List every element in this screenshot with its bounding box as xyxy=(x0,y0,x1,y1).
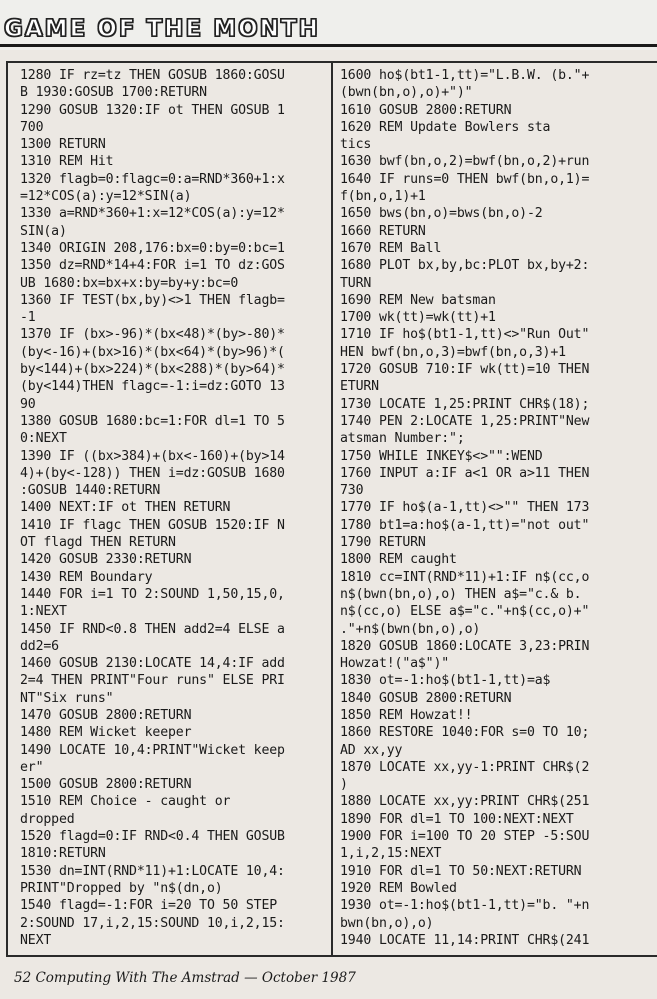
code-line: 700 xyxy=(20,119,44,135)
listing-column-right xyxy=(340,67,657,951)
code-line: Howzat!("a$")" xyxy=(340,656,450,672)
code-line xyxy=(20,949,332,951)
code-line: 1630 bwf(bn,o,2)=bwf(bn,o,2)+run xyxy=(340,154,590,170)
code-line: 1400 NEXT:IF ot THEN RETURN xyxy=(20,500,231,516)
code-line: 1480 REM Wicket keeper xyxy=(20,725,192,741)
code-line xyxy=(340,949,657,951)
code-line: 1920 REM Bowled xyxy=(340,880,457,896)
code-line: 1650 bws(bn,o)=bws(bn,o)-2 xyxy=(340,206,543,222)
code-line: 1280 IF rz=tz THEN GOSUB 1860:GOSU xyxy=(20,68,285,83)
code-line: 1740 PEN 2:LOCATE 1,25:PRINT"New xyxy=(340,413,590,429)
code-line: 4)+(by<-128)) THEN i=dz:GOSUB 1680 xyxy=(20,465,285,481)
code-line: 1910 FOR dl=1 TO 50:NEXT:RETURN xyxy=(340,863,582,879)
code-line: 2:SOUND 17,i,2,15:SOUND 10,i,2,15: xyxy=(20,915,285,931)
code-line: ) xyxy=(340,777,348,793)
code-line: 1930 ot=-1:ho$(bt1-1,tt)="b. "+n xyxy=(340,898,590,914)
code-line: PRINT"Dropped by "n$(dn,o) xyxy=(20,880,223,896)
code-line: OT flagd THEN RETURN xyxy=(20,535,176,551)
code-line: 0:NEXT xyxy=(20,431,67,447)
listing-column-left xyxy=(20,67,332,951)
code-line: 1660 RETURN xyxy=(340,223,426,239)
code-line: 1500 GOSUB 2800:RETURN xyxy=(20,777,192,793)
code-line: B 1930:GOSUB 1700:RETURN xyxy=(20,85,207,101)
code-line: 1330 a=RND*360+1:x=12*COS(a):y=12* xyxy=(20,206,285,222)
code-line: 1860 RESTORE 1040:FOR s=0 TO 10; xyxy=(340,725,590,741)
page-footer: 52 Computing With The Amstrad — October 1987 xyxy=(14,970,356,986)
code-line: 1810 cc=INT(RND*11)+1:IF n$(cc,o xyxy=(340,569,590,585)
code-line: er" xyxy=(20,759,44,775)
header-rule xyxy=(0,44,657,47)
code-line: by<144)+(bx>224)*(bx<288)*(by>64)* xyxy=(20,362,285,378)
code-line: 90 xyxy=(20,396,36,412)
code-line: 1760 INPUT a:IF a<1 OR a>11 THEN xyxy=(340,465,590,481)
code-line: dd2=6 xyxy=(20,638,59,654)
code-line: 1690 REM New batsman xyxy=(340,292,496,308)
code-line: 1870 LOCATE xx,yy-1:PRINT CHR$(2 xyxy=(340,759,590,775)
code-line: 1680 PLOT bx,by,bc:PLOT bx,by+2: xyxy=(340,258,590,274)
code-line: 1340 ORIGIN 208,176:bx=0:by=0:bc=1 xyxy=(20,240,285,256)
code-line: 1900 FOR i=100 TO 20 STEP -5:SOU xyxy=(340,829,590,845)
code-line: 1730 LOCATE 1,25:PRINT CHR$(18); xyxy=(340,396,590,412)
code-line: 1750 WHILE INKEY$<>"":WEND xyxy=(340,448,543,464)
code-line: n$(cc,o) ELSE a$="c."+n$(cc,o)+" xyxy=(340,604,590,620)
code-line: 1360 IF TEST(bx,by)<>1 THEN flagb= xyxy=(20,292,285,308)
code-line: 1800 REM caught xyxy=(340,552,457,568)
section-title: GAME OF THE MONTH xyxy=(4,16,320,42)
code-line: 1310 REM Hit xyxy=(20,154,114,170)
code-line: 1530 dn=INT(RND*11)+1:LOCATE 10,4: xyxy=(20,863,285,879)
code-line: :GOSUB 1440:RETURN xyxy=(20,483,161,499)
code-line: 1520 flagd=0:IF RND<0.4 THEN GOSUB xyxy=(20,829,285,845)
code-line: NEXT xyxy=(20,932,52,948)
code-line: 1,i,2,15:NEXT xyxy=(340,846,442,862)
code-line: dropped xyxy=(20,811,75,827)
code-line: 1830 ot=-1:ho$(bt1-1,tt)=a$ xyxy=(340,673,551,689)
code-line: 1450 IF RND<0.8 THEN add2=4 ELSE a xyxy=(20,621,285,637)
code-line: tics xyxy=(340,137,372,153)
code-line: 1890 FOR dl=1 TO 100:NEXT:NEXT xyxy=(340,811,574,827)
code-line: 1300 RETURN xyxy=(20,137,106,153)
magazine-header xyxy=(0,0,657,50)
code-line: 1880 LOCATE xx,yy:PRINT CHR$(251 xyxy=(340,794,590,810)
code-line: 1470 GOSUB 2800:RETURN xyxy=(20,707,192,723)
code-line: 1390 IF ((bx>384)+(bx<-160)+(by>14 xyxy=(20,448,285,464)
code-line: 1780 bt1=a:ho$(a-1,tt)="not out" xyxy=(340,517,590,533)
code-line: 1670 REM Ball xyxy=(340,240,442,256)
code-line: 1430 REM Boundary xyxy=(20,569,153,585)
code-line: 1810:RETURN xyxy=(20,846,106,862)
code-line: (bwn(bn,o),o)+")" xyxy=(340,85,473,101)
code-line: 1350 dz=RND*14+4:FOR i=1 TO dz:GOS xyxy=(20,258,285,274)
code-line: 1720 GOSUB 710:IF wk(tt)=10 THEN xyxy=(340,362,590,378)
code-line: 1370 IF (bx>-96)*(bx<48)*(by>-80)* xyxy=(20,327,285,343)
code-line: 1850 REM Howzat!! xyxy=(340,707,473,723)
code-line: (by<-16)+(bx>16)*(bx<64)*(by>96)*( xyxy=(20,344,285,360)
code-line: 1710 IF ho$(bt1-1,tt)<>"Run Out" xyxy=(340,327,590,343)
code-line: 1640 IF runs=0 THEN bwf(bn,o,1)= xyxy=(340,171,590,187)
code-line: (by<144)THEN flagc=-1:i=dz:GOTO 13 xyxy=(20,379,285,395)
code-line: 1440 FOR i=1 TO 2:SOUND 1,50,15,0, xyxy=(20,586,285,602)
code-line: 730 xyxy=(340,483,364,499)
code-line: 1700 wk(tt)=wk(tt)+1 xyxy=(340,310,496,326)
code-line: bwn(bn,o),o) xyxy=(340,915,434,931)
code-line: TURN xyxy=(340,275,372,291)
code-line: 1600 ho$(bt1-1,tt)="L.B.W. (b."+ xyxy=(340,68,590,83)
code-line: 1820 GOSUB 1860:LOCATE 3,23:PRIN xyxy=(340,638,590,654)
code-line: 1790 RETURN xyxy=(340,535,426,551)
code-line: f(bn,o,1)+1 xyxy=(340,189,426,205)
code-line: ETURN xyxy=(340,379,379,395)
code-line: 1380 GOSUB 1680:bc=1:FOR dl=1 TO 5 xyxy=(20,413,285,429)
code-line: 1610 GOSUB 2800:RETURN xyxy=(340,102,512,118)
code-line: 1940 LOCATE 11,14:PRINT CHR$(241 xyxy=(340,932,590,948)
code-line: atsman Number:"; xyxy=(340,431,465,447)
code-line: NT"Six runs" xyxy=(20,690,114,706)
code-line: SIN(a) xyxy=(20,223,67,239)
code-line: 1410 IF flagc THEN GOSUB 1520:IF N xyxy=(20,517,285,533)
code-line: ."+n$(bwn(bn,o),o) xyxy=(340,621,481,637)
code-line: 1460 GOSUB 2130:LOCATE 14,4:IF add xyxy=(20,656,285,672)
code-line: 1770 IF ho$(a-1,tt)<>"" THEN 173 xyxy=(340,500,590,516)
code-line: UB 1680:bx=bx+x:by=by+y:bc=0 xyxy=(20,275,239,291)
code-line: 1420 GOSUB 2330:RETURN xyxy=(20,552,192,568)
code-line: AD xx,yy xyxy=(340,742,403,758)
code-line: 1620 REM Update Bowlers sta xyxy=(340,119,551,135)
code-line: =12*COS(a):y=12*SIN(a) xyxy=(20,189,192,205)
code-line: 1840 GOSUB 2800:RETURN xyxy=(340,690,512,706)
code-line: 1540 flagd=-1:FOR i=20 TO 50 STEP xyxy=(20,898,278,914)
code-line: 1490 LOCATE 10,4:PRINT"Wicket keep xyxy=(20,742,285,758)
code-line: 2=4 THEN PRINT"Four runs" ELSE PRI xyxy=(20,673,285,689)
code-line: 1290 GOSUB 1320:IF ot THEN GOSUB 1 xyxy=(20,102,285,118)
code-line: HEN bwf(bn,o,3)=bwf(bn,o,3)+1 xyxy=(340,344,566,360)
code-line: -1 xyxy=(20,310,36,326)
code-line: 1:NEXT xyxy=(20,604,67,620)
code-line: n$(bwn(bn,o),o) THEN a$="c.& b. xyxy=(340,586,582,602)
code-line: 1320 flagb=0:flagc=0:a=RND*360+1:x xyxy=(20,171,285,187)
code-line: 1510 REM Choice - caught or xyxy=(20,794,231,810)
